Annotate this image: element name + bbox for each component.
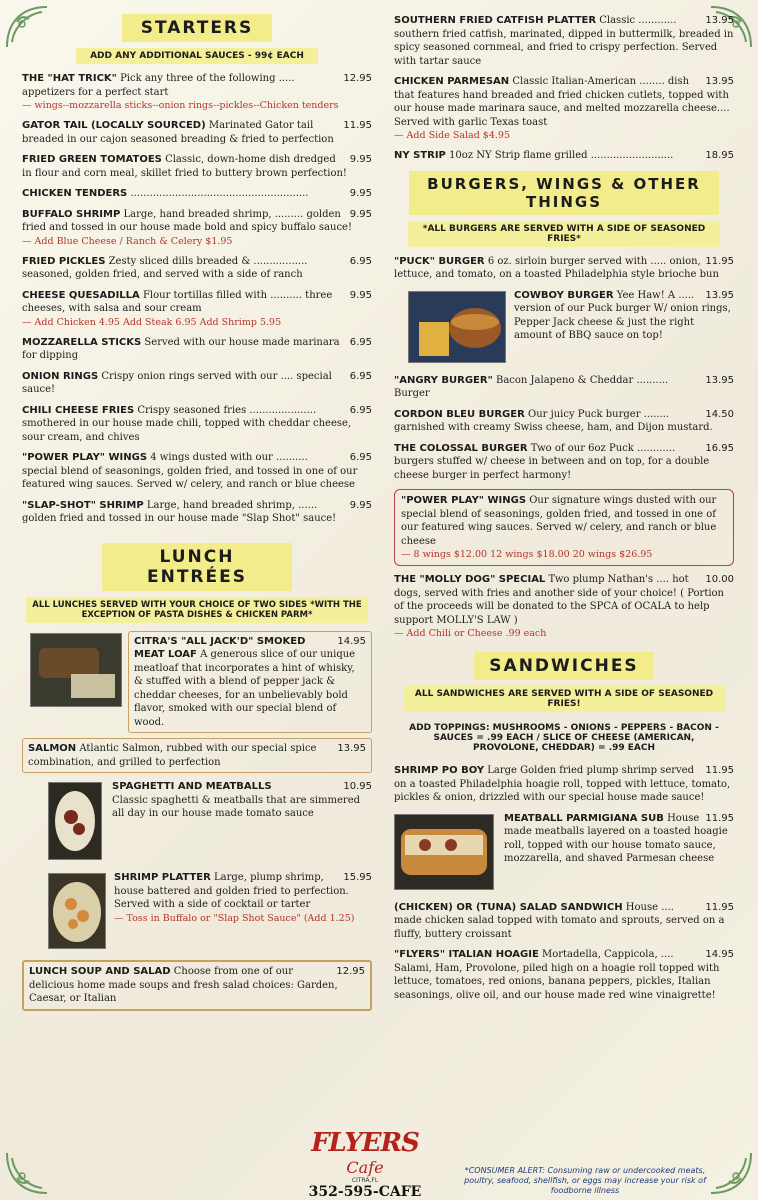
starter-name: FRIED GREEN TOMATOES [22, 154, 162, 165]
meatball-sub-photo [394, 814, 494, 890]
shrimp-platter-addon: — Toss in Buffalo or "Slap Shot Sauce" (Add 1.25) [114, 912, 355, 924]
starter-desc: Crispy seasoned fries ..................... smothered in our house made chili, topped with cheddar cheese, sour cream, and chives [22, 404, 352, 443]
colossal-name: THE COLOSSAL BURGER [394, 442, 528, 454]
hoagie-price: 14.95 [705, 949, 734, 960]
salmon-price: 13.95 [337, 743, 366, 754]
sandwiches-toppings: ADD TOPPINGS: MUSHROOMS - ONIONS - PEPPERS - BACON - SAUCES = .99 EACH / SLICE OF CHEESE (AMERICAN, PROVOLONE, CHEDDAR) = .99 EACH [409, 723, 719, 753]
starter-item [22, 499, 372, 526]
starter-name: CHICKEN TENDERS [22, 188, 128, 199]
starter-item [22, 255, 372, 282]
starter-desc: Marinated Gator tail breaded in our cajon seasoned breading & fried to perfection [22, 120, 334, 145]
logo-script: Cafe [346, 1158, 384, 1177]
meatloaf-photo [30, 633, 122, 707]
burgers-title: BURGERS, WINGS & OTHER THINGS [409, 171, 719, 215]
starter-item [22, 451, 372, 492]
wings-desc: Our signature wings dusted with our special blend of seasonings, golden fried, and tossed in one of our featured wing sauces. Served w/ celery, and ranch or blue cheese [401, 495, 717, 547]
entree-price: 18.95 [705, 150, 734, 161]
starter-name: ONION RINGS [22, 370, 99, 382]
starter-item [22, 119, 372, 146]
entrees-continued-list [394, 14, 734, 163]
starter-name: BUFFALO SHRIMP [22, 208, 121, 220]
meatloaf-price: 14.95 [337, 635, 366, 647]
spaghetti-photo [48, 782, 102, 860]
starter-desc: Served with our house made marinara for dipping [22, 336, 340, 361]
starter-name: CHEESE QUESADILLA [22, 289, 140, 301]
entree-name: CHICKEN PARMESAN [394, 76, 510, 87]
starter-price: 11.95 [343, 120, 372, 131]
angry-desc: Bacon Jalapeno & Cheddar .......... Burger [394, 374, 669, 399]
angry-price: 13.95 [705, 374, 734, 386]
meatball-sub-name: MEATBALL PARMIGIANA SUB [504, 812, 664, 824]
starter-desc: Zesty sliced dills breaded & ................. seasoned, golden fried, and served with a side of ranch [22, 255, 308, 280]
starter-price: 9.95 [349, 208, 372, 220]
starter-item [22, 404, 372, 445]
menu-item-meatloaf [30, 631, 372, 734]
soup-salad-name: LUNCH SOUP AND SALAD [29, 966, 171, 977]
starter-item [22, 153, 372, 180]
lunch-note: ALL LUNCHES SERVED WITH YOUR CHOICE OF TWO SIDES *WITH THE EXCEPTION OF PASTA DISHES & CHICKEN PARM* [26, 597, 368, 623]
corner-ornament-icon [2, 1148, 52, 1198]
cowboy-desc: Yee Haw! A ..... version of our Puck burger W/ onion rings, Pepper Jack cheese & just the right amount of BBQ sauce on top! [514, 289, 731, 341]
cowboy-burger-photo [408, 291, 506, 363]
entree-name: SOUTHERN FRIED CATFISH PLATTER [394, 15, 597, 26]
meatball-sub-price: 11.95 [705, 812, 734, 824]
phone-number: 352-595-CAFE [308, 1184, 422, 1200]
starter-name: CHILI CHEESE FRIES [22, 404, 135, 416]
menu-item-shrimp-platter [48, 871, 372, 953]
starter-desc: Classic, down-home dish dredged in flour and corn meal, skillet fried to buttery brown perfection! [22, 154, 347, 179]
entree-item [394, 14, 734, 68]
cordon-price: 14.50 [705, 408, 734, 420]
cowboy-price: 13.95 [705, 289, 734, 301]
menu-item-cordon-bleu-burger [394, 408, 734, 435]
hoagie-name: "FLYERS" ITALIAN HOAGIE [394, 949, 539, 960]
shrimp-platter-photo [48, 873, 106, 949]
starter-desc: Large, hand breaded shrimp, ......... golden fried and tossed in our house made bold and spicy buffalo sauce! [22, 208, 352, 233]
shrimp-platter-name: SHRIMP PLATTER [114, 872, 211, 883]
starter-desc: Pick any three of the following ..... appetizers for a perfect start [22, 73, 295, 98]
starter-item [22, 208, 372, 248]
entree-item [394, 149, 734, 163]
menu-item-molly-dog [394, 573, 734, 640]
entree-addon: — Add Side Salad $4.95 [394, 130, 511, 141]
starter-item [22, 336, 372, 363]
molly-desc: Two plump Nathan's .... hot dogs, served with fries and another side of your choice! ( Portion of the proceeds will be donated to the SPCA of OCALA to help support MOLLY'S LAW ) [394, 574, 724, 626]
starter-price: 6.95 [349, 336, 372, 348]
wings-name: "POWER PLAY" WINGS [401, 495, 527, 506]
starter-name: MOZZARELLA STICKS [22, 336, 142, 348]
entree-desc: Classic ............ southern fried catfish, marinated, dipped in buttermilk, breaded in spicy seasoned cornmeal, and fried to crispy perfection. Served with tartar sauce [394, 15, 734, 67]
starter-desc: Large, hand breaded shrimp, ...... golden fried and tossed in our house made "Slap Shot" sauce! [22, 499, 337, 524]
starter-addon: — wings--mozzarella sticks--onion rings--pickles--Chicken tenders [22, 100, 339, 111]
soup-salad-price: 12.95 [336, 966, 365, 977]
starter-price: 6.95 [349, 452, 372, 463]
colossal-price: 16.95 [705, 442, 734, 454]
po-boy-price: 11.95 [705, 765, 734, 776]
entree-price: 13.95 [705, 15, 734, 26]
starter-price: 9.95 [349, 289, 372, 301]
entree-name: NY STRIP [394, 150, 446, 161]
starter-price: 12.95 [343, 73, 372, 84]
menu-item-spaghetti [48, 780, 372, 864]
salmon-name: SALMON [28, 743, 77, 754]
entree-item [394, 75, 734, 142]
wings-addon: — 8 wings $12.00 12 wings $18.00 20 wings $26.95 [401, 549, 653, 560]
starter-item [22, 187, 372, 201]
meatloaf-desc: A generous slice of our unique meatloaf that incorporates a hint of whisky, & stuffed with a blend of pepper jack & cheddar cheeses, for an unbelievably bold flavor, smoked with our special blend of wood. [134, 649, 356, 728]
shrimp-platter-price: 15.95 [343, 872, 372, 883]
starter-desc: ........................................................ [130, 188, 309, 199]
menu-item-power-play-wings [394, 489, 734, 566]
starter-item [22, 370, 372, 397]
salad-sandwich-name: (CHICKEN) OR (TUNA) SALAD SANDWICH [394, 901, 623, 913]
starter-name: THE "HAT TRICK" [22, 73, 117, 84]
angry-name: "ANGRY BURGER" [394, 374, 493, 386]
menu-item-soup-salad [22, 960, 372, 1011]
menu-item-italian-hoagie [394, 948, 734, 1002]
molly-price: 10.00 [705, 574, 734, 585]
po-boy-name: SHRIMP PO BOY [394, 765, 485, 776]
starter-desc: 4 wings dusted with our .......... special blend of seasonings, golden fried, and tossed in one of our featured wing sauces. Served w/ celery, and ranch or blue cheese [22, 452, 358, 490]
starter-name: "POWER PLAY" WINGS [22, 452, 148, 463]
starters-note: ADD ANY ADDITIONAL SAUCES - 99¢ EACH [76, 48, 318, 64]
starter-desc: Crispy onion rings served with our .... special sauce! [22, 370, 332, 395]
menu-item-shrimp-po-boy [394, 764, 734, 805]
lunch-title: LUNCH ENTRÉES [102, 543, 292, 591]
starter-price: 6.95 [349, 404, 372, 416]
starter-desc: Flour tortillas filled with .......... three cheeses, with salsa and sour cream [22, 289, 333, 314]
po-boy-desc: Large Golden fried plump shrimp served on a toasted Philadelphia hoagie roll, topped with lettuce, tomato, pickles & onion, drizzled with our special house made sauce! [394, 765, 731, 803]
starter-price: 9.95 [349, 154, 372, 165]
burgers-note: *ALL BURGERS ARE SERVED WITH A SIDE OF SEASONED FRIES* [408, 221, 720, 247]
menu-item-angry-burger [394, 374, 734, 401]
entree-desc: 10oz NY Strip flame grilled .......................... [449, 150, 674, 161]
starters-title: STARTERS [122, 14, 272, 42]
shrimp-platter-desc: Large, plump shrimp, house battered and golden fried to perfection. Served with a side of cocktail or tarter [114, 872, 349, 910]
starter-item [22, 289, 372, 329]
consumer-alert: *CONSUMER ALERT: Consuming raw or undercooked meats, poultry, seafood, shellfish, or eggs may increase your risk of foodborne illness [464, 1166, 706, 1195]
menu-item-cowboy-burger [394, 289, 734, 367]
cordon-name: CORDON BLEU BURGER [394, 408, 525, 420]
starter-name: GATOR TAIL (LOCALLY SOURCED) [22, 120, 206, 131]
molly-addon: — Add Chili or Cheese .99 each [394, 628, 547, 639]
sandwiches-title: SANDWICHES [474, 652, 654, 680]
logo-city: CITRA,FL [351, 1177, 379, 1184]
meatloaf-name: CITRA'S "ALL JACK'D" SMOKED MEAT LOAF [134, 635, 306, 660]
starter-price: 9.95 [349, 188, 372, 199]
spaghetti-name: SPAGHETTI AND MEATBALLS [112, 781, 272, 792]
starter-name: "SLAP-SHOT" SHRIMP [22, 499, 144, 511]
sandwiches-note: ALL SANDWICHES ARE SERVED WITH A SIDE OF SEASONED FRIES! [403, 686, 725, 712]
starter-price: 6.95 [349, 255, 372, 267]
menu-item-salmon [22, 738, 372, 773]
menu-item-meatball-sub [394, 812, 734, 894]
cowboy-name: COWBOY BURGER [514, 289, 614, 301]
colossal-desc: Two of our 6oz Puck ............ burgers stuffed w/ cheese in between and on top, for a double cheese burger in perfect harmony! [394, 442, 710, 481]
menu-item-salad-sandwich [394, 901, 734, 942]
cafe-logo [290, 1128, 440, 1200]
starter-addon: — Add Chicken 4.95 Add Steak 6.95 Add Shrimp 5.95 [22, 316, 282, 328]
meatball-sub-desc: House made meatballs layered on a toasted hoagie roll, topped with our house tomato sauce, mozzarella, and shaved Parmesan cheese [504, 812, 728, 864]
starter-price: 6.95 [349, 370, 372, 382]
spaghetti-desc: Classic spaghetti & meatballs that are simmered all day in our house made tomato sauce [112, 794, 361, 819]
starter-addon: — Add Blue Cheese / Ranch & Celery $1.95 [22, 235, 233, 247]
spaghetti-price: 10.95 [343, 781, 372, 792]
menu-item-puck-burger [394, 255, 734, 282]
soup-salad-desc: Choose from one of our delicious home made soups and fresh salad choices: Garden, Caesar, or Italian [29, 966, 338, 1004]
entree-desc: Classic Italian-American ........ dish that features hand breaded and fried chicken cutlets, topped with our house made marinara sauce, and melted mozzarella cheese.... Served with garlic Texas toast [394, 76, 730, 128]
hoagie-desc: Mortadella, Cappicola, .... Salami, Ham, Provolone, piled high on a hoagie roll topped with lettuce, tomatoes, red onions, banana peppers, pickles, Italian seasonings, olive oil, and our house made red wine vinaigrette! [394, 949, 720, 1001]
starter-price: 9.95 [349, 499, 372, 511]
salad-sandwich-price: 11.95 [705, 901, 734, 913]
starter-name: FRIED PICKLES [22, 255, 106, 267]
starter-item [22, 72, 372, 112]
menu-item-colossal-burger [394, 442, 734, 483]
molly-name: THE "MOLLY DOG" SPECIAL [394, 574, 546, 585]
starters-list [22, 72, 372, 526]
cordon-desc: Our juicy Puck burger ........ garnished with creamy Swiss cheese, ham, and Dijon mustard. [394, 408, 713, 433]
left-column [22, 14, 372, 1018]
salmon-desc: Atlantic Salmon, rubbed with our special spice combination, and grilled to perfection [28, 743, 317, 768]
salad-sandwich-desc: House .... made chicken salad topped with tomato and sprouts, served on a fluffy, buttery croissant [394, 901, 725, 940]
right-column [394, 14, 734, 1009]
logo-text: FLYERS [311, 1128, 419, 1158]
entree-price: 13.95 [705, 76, 734, 87]
puck-desc: 6 oz. sirloin burger served with ..... onion, lettuce, and tomato, on a toasted Philadelphia style brioche bun [394, 255, 719, 280]
puck-price: 11.95 [705, 255, 734, 267]
puck-name: "PUCK" BURGER [394, 255, 485, 267]
